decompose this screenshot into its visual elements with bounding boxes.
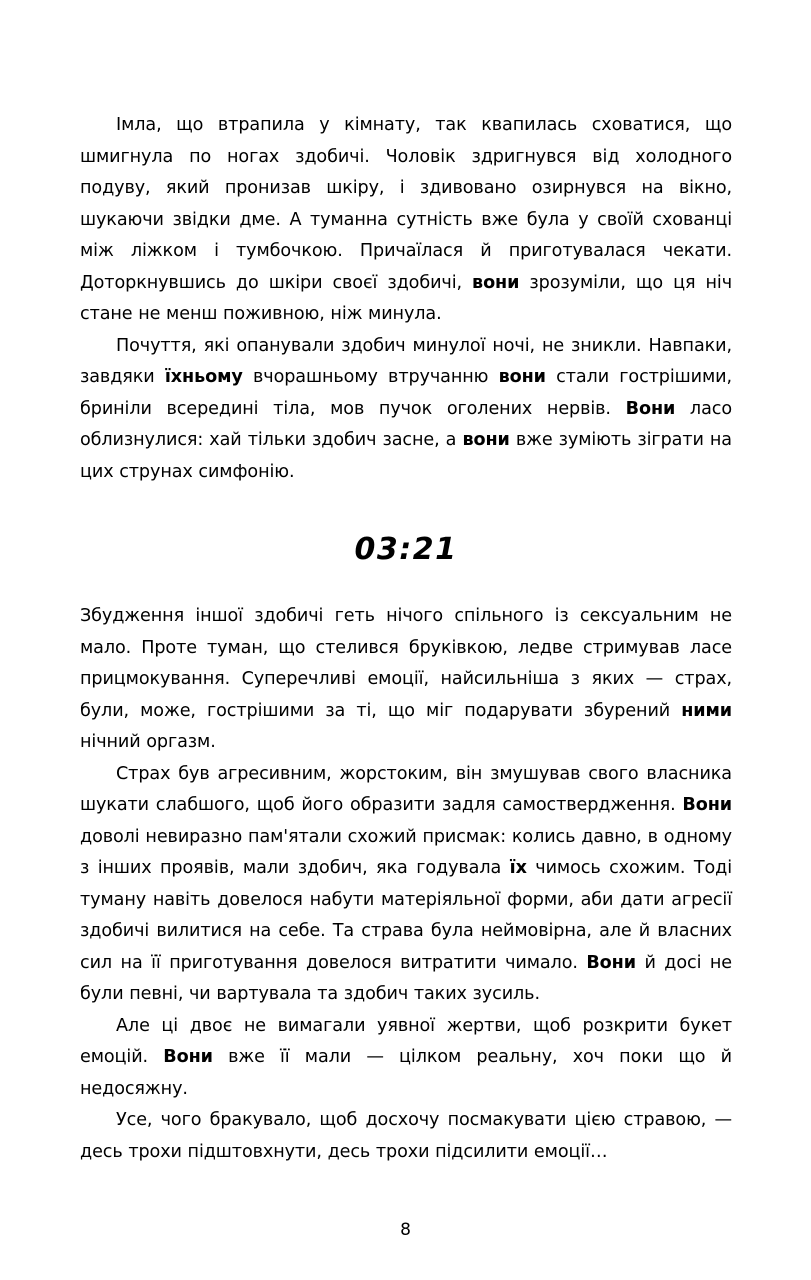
page-text-body (80, 110, 732, 1168)
time-section-heading: 03:21 (354, 532, 458, 567)
body-text: вже зуміють зіграти на цих струнах симфонію. (80, 430, 732, 482)
body-text: Імла, що втрапила у кімнату, так квапилась сховатися, що шмигнула по ногах здобичі. Чоловік здригнувся від холодного подуву, який пронизав шкіру, і здивовано озирнувся на вікно, шукаючи звідки дме. А туманна сутність вже була у своїй схованці між ліжком і тумбочкою. Причаїлася й приготувалася чекати. Доторкнувшись до шкіри своєї здобичі, (80, 115, 732, 293)
page-number: 8 (400, 1220, 411, 1240)
body-text: стали гострішими, бриніли всередині тіла, мов пучок оголених нервів. (80, 367, 732, 419)
emphasis-text: вони (462, 430, 510, 450)
body-text: Страх був агресивним, жорстоким, він змушував свого власника шукати слабшого, щоб його образити задля самоствердження. (80, 763, 732, 815)
emphasis-text: їхньому (164, 367, 243, 387)
body-text: Усе, чого бракувало, щоб досхочу посмакувати цією стравою, — десь трохи підштовхнути, десь трохи підсилити емоції… (80, 1110, 732, 1162)
paragraph-group-after-heading (80, 601, 732, 1168)
emphasis-text: їх (509, 858, 527, 878)
body-text: вже її мали — цілком реальну, хоч поки що й недосяжну. (80, 1047, 732, 1099)
emphasis-text: вони (498, 367, 546, 387)
body-text: й досі не були певні, чи вартувала та здобич таких зусиль. (80, 952, 732, 1004)
body-text: вчорашньому втручанню (242, 367, 499, 387)
body-text: доволі невиразно пам'ятали схожий присмак: колись давно, в одному з інших проявів, мали здобич, яка годувала (80, 826, 732, 878)
emphasis-text: вони (472, 272, 520, 293)
emphasis-text: Вони (682, 795, 732, 815)
body-text: Але ці двоє не вимагали уявної жертви, щоб розкрити букет емоцій. (80, 1015, 732, 1067)
paragraph (80, 759, 732, 1011)
body-text: ласо облизнулися: хай тільки здобич засне, а (80, 398, 732, 450)
emphasis-text: Вони (586, 952, 636, 973)
emphasis-text: Вони (163, 1047, 213, 1067)
body-text: Збудження іншої здобичі геть нічого спільного із сексуальним не мало. Проте туман, що стелився бруківкою, ледве стримував ласе прицмокування. Суперечливі емоції, найсильніша з яких — страх, були, може, гострішими за ті, що міг подарувати збурений (80, 606, 732, 721)
body-text: зрозуміли, що ця ніч стане не менш поживною, ніж минула. (80, 272, 732, 324)
paragraph (80, 1011, 732, 1106)
paragraph (80, 110, 732, 331)
paragraph (80, 601, 732, 759)
paragraph-group-before-heading (80, 110, 732, 488)
emphasis-text: ними (681, 700, 732, 721)
emphasis-text: Вони (625, 398, 676, 419)
body-text: чимось схожим. Тоді туману навіть довелося набути матеріяльної форми, аби дати агресії здобичі вилитися на себе. Та страва була неймовірна, але й власних сил на її приготування довелося витратити чимало. (80, 858, 732, 973)
body-text: нічний оргазм. (80, 732, 216, 752)
body-text: Почуття, які опанували здобич минулої ночі, не зникли. Навпаки, завдяки (80, 335, 732, 387)
paragraph (80, 331, 732, 489)
paragraph (80, 1105, 732, 1168)
